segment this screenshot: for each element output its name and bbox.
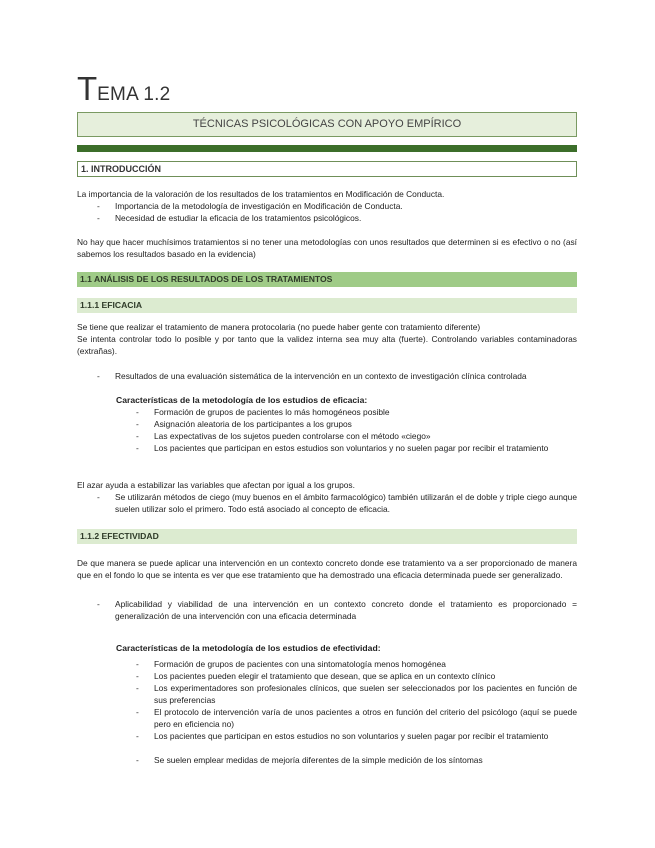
list-item <box>136 431 577 443</box>
eficacia-paragraph-1 <box>77 322 577 334</box>
list-item <box>97 371 577 383</box>
list-item-text: El protocolo de intervención varía de unos pacientes a otros en función del criterio del psicólogo (aquí se puede pero en eficiencia no) <box>154 707 577 729</box>
list-item-text: Se utilizarán métodos de ciego (muy buenos en el ámbito farmacológico) también utilizarán el de doble y triple ciego aunque suelen utilizar solo el primero. Todo está asociado al concepto de eficacia. <box>115 492 577 514</box>
dash-marker: - <box>97 492 100 502</box>
efectividad-bullet-1 <box>97 599 577 623</box>
intro-paragraph-2: No hay que hacer muchísimos tratamientos si no tener una metodologías con unos resultados que determinen si es efectivo o no (así sabemos los resultados basado en la evidencia) <box>77 237 577 259</box>
list-item-text: Aplicabilidad y viabilidad de una intervención en un contexto concreto donde el tratamiento es proporcionado = generalización de una intervención con una eficacia determinada <box>115 599 577 621</box>
list-item <box>136 755 577 767</box>
efectividad-paragraph-1: De que manera se puede aplicar una intervención en un contexto concreto donde ese tratamiento va a ser proporcionado de manera que en el fondo lo que se intenta es ver que ese tratamiento que ha demostrado una eficacia determinada puede ser generalizado. <box>77 558 577 580</box>
list-item-text: Necesidad de estudiar la eficacia de los tratamientos psicológicos. <box>115 213 362 223</box>
section-heading-introduccion: 1. INTRODUCCIÓN <box>77 161 577 177</box>
characteristics-heading: Características de la metodología de los estudios de eficacia: <box>116 395 368 405</box>
list-item-text: Los experimentadores son profesionales clínicos, que suelen ser seleccionados por los pacientes en función de sus preferencias <box>154 683 577 705</box>
dash-marker: - <box>97 201 100 211</box>
dash-marker: - <box>97 371 100 381</box>
list-item <box>136 731 577 755</box>
dash-marker: - <box>136 707 139 717</box>
eficacia-characteristics-list <box>136 407 577 467</box>
list-item-text: Formación de grupos de pacientes con una sintomatología menos homogénea <box>154 659 446 669</box>
section-heading-analisis: 1.1 ANÁLISIS DE LOS RESULTADOS DE LOS TRATAMIENTOS <box>77 272 577 287</box>
eficacia-bullet-2 <box>97 492 577 516</box>
efectividad-characteristics-list <box>136 659 577 767</box>
dash-marker: - <box>136 407 139 417</box>
list-item-text: Las expectativas de los sujetos pueden controlarse con el método «ciego» <box>154 431 431 441</box>
intro-text: La importancia de la valoración de los resultados de los tratamientos en Modificación de Conducta. <box>77 189 445 199</box>
page-title <box>77 72 170 105</box>
list-item <box>97 201 577 213</box>
list-item-text: Se suelen emplear medidas de mejoría diferentes de la simple medición de los síntomas <box>154 755 483 765</box>
dash-marker: - <box>97 599 100 609</box>
list-item <box>97 599 577 623</box>
list-item <box>136 443 577 467</box>
list-item <box>136 707 577 731</box>
eficacia-text-3: El azar ayuda a estabilizar las variables que afectan por igual a los grupos. <box>77 480 355 490</box>
dash-marker: - <box>136 755 139 765</box>
list-item-text: Los pacientes pueden elegir el tratamiento que desean, que se aplica en un contexto clínico <box>154 671 496 681</box>
eficacia-bullet-1 <box>97 371 577 383</box>
eficacia-paragraph-3 <box>77 480 577 492</box>
list-item <box>136 419 577 431</box>
dash-marker: - <box>136 671 139 681</box>
characteristics-heading: Características de la metodología de los estudios de efectividad: <box>116 643 381 653</box>
list-item-text: Formación de grupos de pacientes lo más homogéneos posible <box>154 407 390 417</box>
intro-bullet-list <box>97 201 577 225</box>
eficacia-text-1: Se tiene que realizar el tratamiento de manera protocolaria (no puede haber gente con tratamiento diferente) <box>77 322 481 332</box>
list-item <box>97 492 577 516</box>
list-item <box>136 683 577 707</box>
list-item <box>136 659 577 671</box>
divider-bar <box>77 145 577 152</box>
list-item-text: Asignación aleatoria de los participantes a los grupos <box>154 419 352 429</box>
list-item-text: Los pacientes que participan en estos estudios no son voluntarios y suelen pagar por recibir el tratamiento <box>154 731 549 741</box>
list-item <box>136 671 577 683</box>
section-heading-efectividad: 1.1.2 EFECTIVIDAD <box>77 529 577 544</box>
eficacia-paragraph-2: Se intenta controlar todo lo posible y por tanto que la validez interna sea muy alta (fuerte). Controlando variables contaminadoras (extrañas). <box>77 334 577 356</box>
dash-marker: - <box>97 213 100 223</box>
title-rest: EMA 1.2 <box>97 84 171 105</box>
eficacia-characteristics <box>116 395 577 407</box>
subtitle-box: TÉCNICAS PSICOLÓGICAS CON APOYO EMPÍRICO <box>77 112 577 137</box>
dash-marker: - <box>136 659 139 669</box>
efectividad-characteristics <box>116 643 577 655</box>
dash-marker: - <box>136 419 139 429</box>
dash-marker: - <box>136 431 139 441</box>
dash-marker: - <box>136 731 139 741</box>
list-item-text: Resultados de una evaluación sistemática de la intervención en un contexto de investigación clínica controlada <box>115 371 527 381</box>
list-item-text: Los pacientes que participan en estos estudios son voluntarios y no suelen pagar por recibir el tratamiento <box>154 443 549 453</box>
section-heading-eficacia: 1.1.1 EFICACIA <box>77 298 577 313</box>
list-item-text: Importancia de la metodología de investigación en Modificación de Conducta. <box>115 201 403 211</box>
title-initial: T <box>77 70 98 107</box>
list-item <box>97 213 577 225</box>
dash-marker: - <box>136 443 139 453</box>
list-item <box>136 407 577 419</box>
dash-marker: - <box>136 683 139 693</box>
intro-paragraph <box>77 189 577 201</box>
